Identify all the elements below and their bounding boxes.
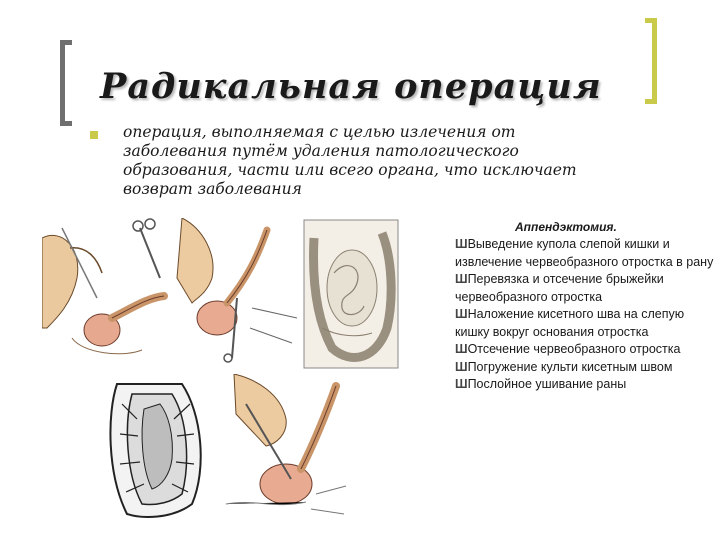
list-item: [455, 271, 717, 306]
slide-title: Радикальная операция: [100, 66, 602, 107]
list-item: [455, 376, 717, 394]
definition-text: операция, выполняемая с целью излечения от заболевания путём удаления патологического образования, части или всего органа, что исключает возврат заболевания: [123, 123, 577, 198]
figure-appendix-extraction: [42, 218, 170, 364]
list-item: [455, 359, 717, 377]
step-text: Перевязка и отсечение брыжейки червеобразного отростка: [455, 272, 664, 304]
list-item: [455, 236, 717, 271]
appendectomy-steps-list: [455, 236, 717, 394]
step-marker: Ш: [455, 377, 468, 391]
figure-stump-invagination: [216, 374, 350, 524]
step-text: Отсечение червеобразного отростка: [467, 342, 681, 356]
figure-caption: Аппендэктомия.: [515, 220, 617, 234]
list-item: [455, 306, 717, 341]
step-marker: Ш: [455, 237, 468, 251]
figure-mesentery-ligation: [172, 218, 300, 364]
step-marker: Ш: [455, 272, 468, 286]
right-bracket-decoration: [645, 18, 657, 104]
bullet-marker: [90, 131, 98, 139]
step-marker: Ш: [455, 359, 468, 374]
figure-cecum-anatomy: [302, 218, 400, 370]
step-text: Выведение купола слепой кишки и извлечение червеобразного отростка в рану: [455, 237, 714, 269]
step-text: Наложение кисетного шва на слепую кишку вокруг основания отростка: [455, 307, 685, 339]
step-marker: Ш: [455, 307, 468, 321]
figure-wound-closure: [102, 374, 212, 524]
step-text: Погружение культи кисетным швом: [467, 359, 673, 374]
left-bracket-decoration: [60, 40, 72, 126]
step-text: Послойное ушивание раны: [467, 377, 627, 391]
step-marker: Ш: [455, 342, 468, 356]
list-item: [455, 341, 717, 359]
